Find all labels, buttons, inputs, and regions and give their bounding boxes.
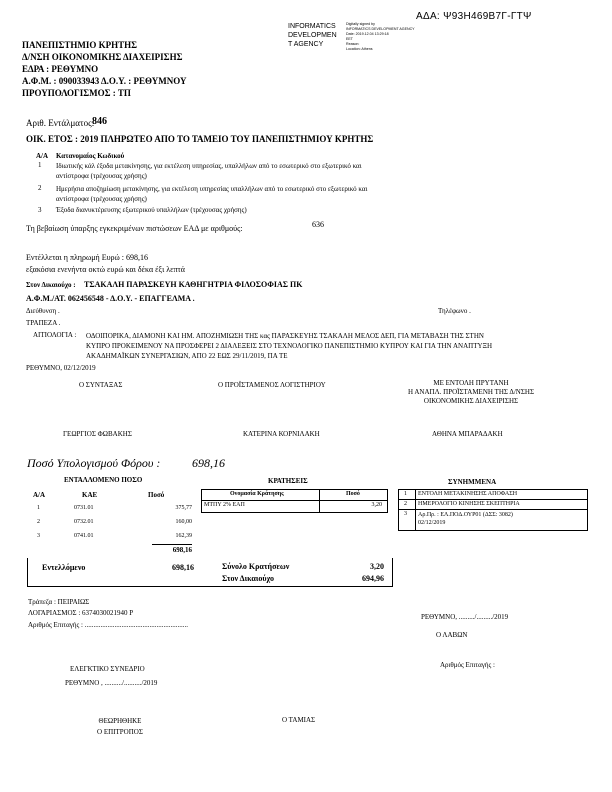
- order-row-kae: 0741.01: [74, 533, 94, 539]
- creditor-label: Στον Δικαιούχο :: [26, 281, 76, 289]
- order-row-amount: 375,77: [175, 505, 192, 511]
- attachment-text: ΕΝΤΟΛΗ ΜΕΤΑΚΙΝΗΣΗΣ ΑΠΟΦΑΣΗ: [418, 491, 518, 497]
- order-row-amount: 162,39: [175, 533, 192, 539]
- creditor-name: ΤΣΑΚΑΛΗ ΠΑΡΑΣΚΕΥΗ ΚΑΘΗΓΗΤΡΙΑ ΦΙΛΟΣΟΦΙΑΣ ΠΚ: [84, 280, 303, 289]
- order-amount-head-kae: ΚΑΕ: [82, 491, 98, 499]
- payment-amount: Εντέλλεται η πληρωμή Ευρώ : 698,16: [26, 253, 149, 262]
- rector-title: ΜΕ ΕΝΤΟΛΗ ΠΡΥΤΑΝΗ Η ΑΝΑΠΛ. ΠΡΟΪΣΤΑΜΕΝΗ ΤΗΣ Δ/ΝΣΗΣ ΟΙΚΟΝΟΜΙΚΗΣ ΔΙΑΧΕΙΡΙΣΗΣ: [407, 379, 535, 405]
- order-row-aa: 2: [37, 519, 40, 525]
- bottom-account: ΛΟΓΑΡΙΑΣΜΟΣ : 6374030021940 Ρ: [28, 609, 134, 617]
- accountant-title: Ο ΠΡΟΪΣΤΑΜΕΝΟΣ ΛΟΓΙΣΤΗΡΙΟΥ: [218, 381, 326, 389]
- subtotal-rule: [152, 544, 192, 545]
- order-amount-head-aa: Α/Α: [33, 491, 46, 499]
- receiver-title: Ο ΛΑΒΩΝ: [436, 631, 468, 639]
- deduction-name: ΜΤΠΥ 2% ΕΑΠ: [204, 502, 245, 508]
- order-subtotal: 698,16: [172, 546, 192, 554]
- order-label: Αριθ. Εντάλματος:: [26, 118, 95, 128]
- seat: ΕΔΡΑ : ΡΕΘΥΜΝΟ: [22, 64, 99, 74]
- payment-in-words: εξακόσια ενενήντα οκτώ ευρώ και δέκα έξι λεπτά: [26, 265, 185, 274]
- reason-label: ΑΙΤΙΟΛΟΓΙΑ :: [33, 331, 77, 339]
- budget: ΠΡΟΥΠΟΛΟΓΙΣΜΟΣ : ΤΠ: [22, 88, 131, 98]
- order-row-kae: 0732.01: [74, 519, 94, 525]
- deductions-total-label: Σύνολο Κρατήσεων: [222, 562, 290, 571]
- deductions-total: 3,20: [370, 562, 384, 571]
- attachment-number: 1: [404, 491, 407, 497]
- rector-name: ΑΘΗΝΑ ΜΠΑΡΑΔΑΚΗ: [432, 430, 503, 438]
- order-row-aa: 3: [37, 533, 40, 539]
- drafter-name: ΓΕΩΡΓΙΟΣ ΦΩΒΑΚΗΣ: [63, 430, 132, 438]
- attachment-text: ΗΜΕΡΟΛΟΓΙΟ ΚΙΝΗΣΗΣ ΣΚΕΠΤΗΡΙΑ: [418, 501, 520, 507]
- stamp-line: T AGENCY: [288, 41, 324, 48]
- reason-text: ΟΔΟΙΠΟΡΙΚΑ, ΔΙΑΜΟΝΗ ΚΑΙ ΗΜ. ΑΠΟΖΗΜΙΩΣΗ ΤΗΣ κας ΠΑΡΑΣΚΕΥΗΣ ΤΣΑΚΑΛΗ ΜΕΛΟΣ ΔΕΠ, ΓΙΑ ΜΕΤΑΒΑΣΗ ΤΗΣ ΣΤΗΝ ΚΥΠΡΟ ΠΡΟΚΕΙΜΕΝΟΥ ΝΑ ΠΡΟΣΦΕΡΕΙ 2 ΔΙΑΛΕΞΕΙΣ ΣΤΟ ΤΕΧΝΟΛΟΓΙΚΟ ΠΑΝΕΠΙΣΤΗΜΙΟ ΚΥΠΡΟΥ ΚΑΙ ΓΙΑ ΤΗΝ ΑΝΑΠΤΥΞΗ ΑΚΑΔΗΜΑΪΚΩΝ ΣΥΝΕΡΓΑΣΙΩΝ, ΑΠΟ 22 ΕΩΣ 29/11/2019, ΠΑ ΤΕ: [86, 332, 493, 360]
- category-item: Ημερήσια αποζημίωση μετακίνησης, για εκτέλεση υπηρεσίας υπαλλήλων από το εσωτερικό στο εξωτερικό και αντίστροφα (τρέχουσας χρήσης): [56, 185, 368, 203]
- order-title: ΟΙΚ. ΕΤΟΣ : 2019 ΠΛΗΡΩΤΕΟ ΑΠΟ ΤΟ ΤΑΜΕΙΟ ΤΟΥ ΠΑΝΕΠΙΣΤΗΜΙΟΥ ΚΡΗΤΗΣ: [26, 134, 374, 144]
- order-total-label: Εντελλόμενο: [42, 563, 86, 572]
- signature-stamp-details: Digitally signed by INFORMATICS DEVELOPMENT AGENCY Date: 2019.12.04 13:29:18 EET Reason: Location: Athens: [346, 22, 415, 51]
- signature-stamp: [288, 22, 337, 49]
- deductions-col-rule: [319, 489, 320, 512]
- department-name: Δ/ΝΣΗ ΟΙΚΟΝΟΜΙΚΗΣ ΔΙΑΧΕΙΡΙΣΗΣ: [22, 52, 183, 62]
- category-item: Ιδιωτικής κάλ έξοδα μετακίνησης, για εκτέλεση υπηρεσίας, υπαλλήλων από το εσωτερικό στο εξωτερικό και αντίστροφα (τρέχουσας χρήσης): [56, 162, 362, 180]
- category-number: 2: [38, 184, 42, 192]
- deductions-head-name: Ονομασία Κράτησης: [230, 491, 284, 497]
- tax-id: Α.Φ.Μ. : 090033943 Δ.Ο.Υ. : ΡΕΘΥΜΝΟΥ: [22, 76, 187, 86]
- bottom-city-date: ΡΕΘΥΜΝΟ, ........./........./2019: [421, 613, 509, 621]
- attachment-number: 3: [404, 511, 407, 517]
- deductions-title: ΚΡΑΤΗΣΕΙΣ: [268, 477, 308, 485]
- tax-base-value: 698,16: [192, 456, 225, 470]
- creditor-address: Διεύθυνση .: [26, 307, 60, 315]
- deductions-header-rule: [201, 500, 387, 501]
- categories-head-code: Κατανομαίος Κωδικού: [56, 152, 125, 160]
- receipt-number-label: Αριθμός Επιταγής :: [440, 661, 495, 669]
- issuer-header: [22, 39, 187, 99]
- university-name: ΠΑΝΕΠΙΣΤΗΜΙΟ ΚΡΗΤΗΣ: [22, 40, 138, 50]
- accountant-name: ΚΑΤΕΡΙΝΑ ΚΟΡΝΙΛΑΚΗ: [243, 430, 320, 438]
- bottom-bank: Τράπεζα : ΠΕΙΡΑΙΩΣ: [28, 598, 90, 606]
- order-total: 698,16: [172, 563, 194, 572]
- creditor-afm: Α.Φ.Μ./ΑΤ. 062456548 - Δ.Ο.Υ. - ΕΠΑΓΓΕΛΜΑ .: [26, 294, 195, 303]
- certify-number: 636: [312, 220, 324, 229]
- attachment-number: 2: [404, 501, 407, 507]
- categories-head-aa: Α/Α: [36, 152, 49, 160]
- ada-code: ΑΔΑ: Ψ93Η469Β7Γ-ΓΤΨ: [416, 11, 532, 22]
- audit-title: ΕΛΕΓΚΤΙΚΟ ΣΥΝΕΔΡΙΟ: [70, 665, 145, 673]
- creditor-phone: Τηλέφωνο .: [438, 307, 471, 315]
- place-date: ΡΕΘΥΜΝΟ, 02/12/2019: [26, 364, 96, 372]
- category-item: Έξοδα διανυκτέρευσης εξωτερικού υπαλλήλων (τρέχουσας χρήσης): [56, 206, 247, 214]
- attachments-row-rule: [398, 499, 587, 500]
- attachments-title: ΣΥΝΗΜΜΕΝΑ: [448, 478, 497, 486]
- deductions-head-amount: Ποσό: [346, 491, 360, 497]
- category-number: 1: [38, 161, 42, 169]
- order-row-aa: 1: [37, 505, 40, 511]
- order-amount-title: ΕΝΤΑΛΛΟΜΕΝΟ ΠΟΣΟ: [64, 476, 143, 484]
- attachment-text: Αρ.Πρ. : ΕΛ.ΠΟΔ.ΟΥΡ01 (ΔΣΣ: 3082) 02/12/2019: [418, 512, 513, 526]
- deduction-amount: 3,20: [371, 502, 382, 508]
- order-row-amount: 160,00: [175, 519, 192, 525]
- stamp-line: INFORMATICS: [288, 23, 336, 30]
- net-label: Στον Δικαιούχο: [222, 574, 274, 583]
- creditor-bank: ΤΡΑΠΕΖΑ .: [26, 319, 61, 327]
- cashier-title: Ο ΤΑΜΙΑΣ: [282, 716, 316, 724]
- tax-base-label: Ποσό Υπολογισμού Φόρου :: [27, 456, 161, 470]
- audit-date: ΡΕΘΥΜΝΟ , ........../........../2019: [65, 679, 158, 687]
- order-number: 846: [92, 116, 107, 127]
- commissioner-block: ΘΕΩΡΗΘΗΚΕ Ο ΕΠΙΤΡΟΠΟΣ: [97, 717, 143, 736]
- attachments-row-rule: [398, 509, 587, 510]
- order-row-kae: 0731.01: [74, 505, 94, 511]
- drafter-title: Ο ΣΥΝΤΑΞΑΣ: [79, 381, 123, 389]
- order-amount-head-amount: Ποσό: [148, 491, 165, 499]
- stamp-line: DEVELOPMEN: [288, 32, 337, 39]
- net-amount: 694,96: [362, 574, 384, 583]
- bottom-check: Αριθμός Επιταγής : ...........................................................: [28, 621, 188, 629]
- certify-text: Τη βεβαίωση ύπαρξης εγκεκριμένων πιστώσεων ΕΑΔ με αριθμούς:: [26, 224, 243, 233]
- category-number: 3: [38, 206, 42, 214]
